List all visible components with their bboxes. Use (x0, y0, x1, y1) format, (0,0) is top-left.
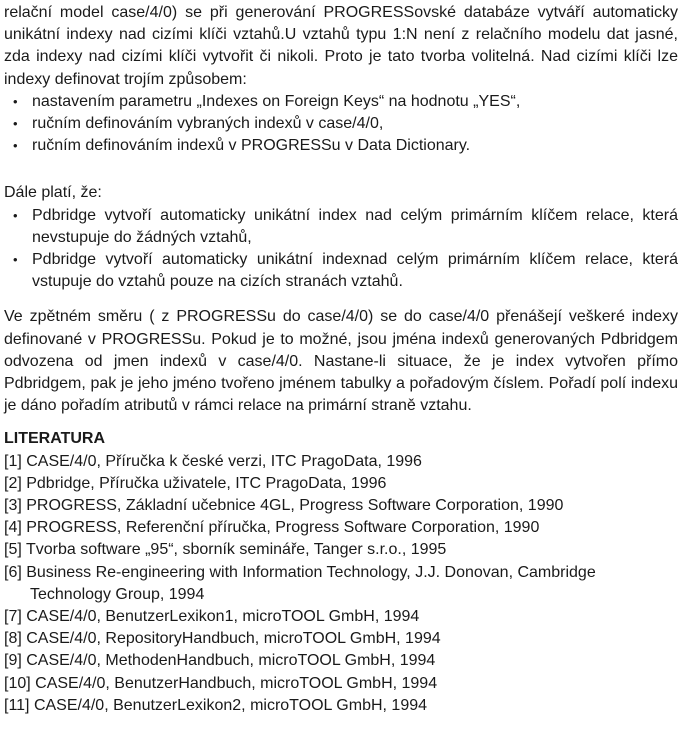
bullet-icon: • (13, 93, 18, 109)
bullet-icon: • (13, 116, 18, 132)
list-item-text: nastavením parametru „Indexes on Foreign Keys“ na hodnotu „YES“, (32, 92, 521, 110)
bullet-icon: • (13, 207, 18, 223)
reference-item: [8] CASE/4/0, RepositoryHandbuch, microTOOL GmbH, 1994 (4, 630, 441, 648)
reference-item: [4] PROGRESS, Referenční příručka, Progress Software Corporation, 1990 (4, 519, 540, 537)
bullet-icon: • (13, 252, 18, 268)
bullet-icon: • (13, 138, 18, 154)
list-item (4, 249, 678, 293)
reference-item: [9] CASE/4/0, MethodenHandbuch, microTOOL GmbH, 1994 (4, 652, 436, 670)
list-item-text: Pdbridge vytvoří automaticky unikátní index nad celým primárním klíčem relace, která nevstupuje do žádných vztahů, (32, 206, 678, 246)
reference-item: [10] CASE/4/0, BenutzerHandbuch, microTOOL GmbH, 1994 (4, 674, 438, 692)
reference-item: [3] PROGRESS, Základní učebnice 4GL, Progress Software Corporation, 1990 (4, 497, 564, 515)
paragraph-reverse-direction: Ve zpětném směru ( z PROGRESSu do case/4/0) se do case/4/0 přenášejí veškeré indexy definované v PROGRESSu. Pokud je to možné, jsou jména indexů generovaných Pdbridgem odvozena od jmen indexů v case/4/0. Nastane-li situace, že je index vytvořen přímo Pdbridgem, pak je jeho jméno tvořeno jménem tabulky a pořadovým číslem. Pořadí polí indexu je dáno pořadím atributů v rámci relace na primární straně vztahu. (4, 308, 678, 415)
bullet-list-pdbridge-rules (4, 205, 678, 294)
reference-item: [11] CASE/4/0, BenutzerLexikon2, microTOOL GmbH, 1994 (4, 696, 428, 714)
reference-item: [1] CASE/4/0, Příručka k české verzi, ITC PragoData, 1996 (4, 452, 422, 470)
list-item-text: ručním definováním vybraných indexů v case/4/0, (32, 115, 384, 133)
list-item (4, 205, 678, 249)
literatura-heading: LITERATURA (4, 430, 106, 448)
list-item (4, 135, 678, 157)
list-item (4, 113, 678, 135)
paragraph-relational-model: relační model case/4/0) se při generování PROGRESSovské databáze vytváří automaticky unikátní indexy nad cizími klíči vztahů.U vztahů typu 1:N není z relačního modelu dat jasné, zda indexy nad cizími klíči vytvořit či nikoli. Proto je tato tvorba volitelná. Nad cizími klíči lze indexy definovat trojím způsobem: (4, 4, 678, 88)
reference-list (4, 451, 678, 717)
list-item (4, 91, 678, 113)
list-item-text: ručním definováním indexů v PROGRESSu v Data Dictionary. (32, 137, 471, 155)
bullet-list-index-definition-methods (4, 91, 678, 158)
reference-item: [7] CASE/4/0, BenutzerLexikon1, microTOOL GmbH, 1994 (4, 608, 420, 626)
reference-item: [5] Tvorba software „95“, sborník semináře, Tanger s.r.o., 1995 (4, 541, 447, 559)
reference-item: [2] Pdbridge, Příručka uživatele, ITC PragoData, 1996 (4, 474, 387, 492)
paragraph-dale-plati: Dále platí, že: (4, 184, 102, 202)
reference-item: [6] Business Re-engineering with Information Technology, J.J. Donovan, Cambridge Technology Group, 1994 (4, 563, 596, 603)
list-item-text: Pdbridge vytvoří automaticky unikátní indexnad celým primárním klíčem relace, která vstupuje do vztahů pouze na cizích stranách vztahů. (32, 251, 678, 291)
